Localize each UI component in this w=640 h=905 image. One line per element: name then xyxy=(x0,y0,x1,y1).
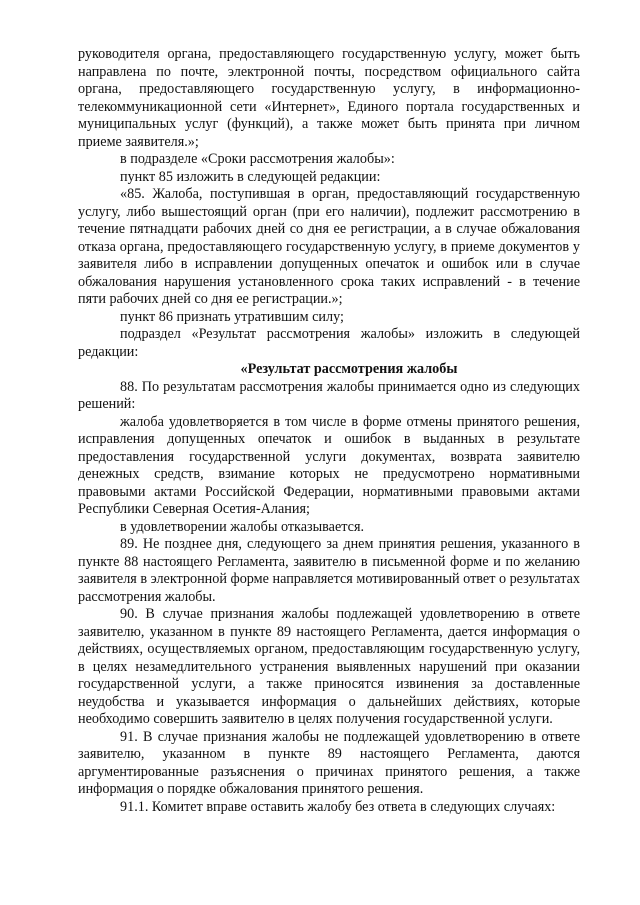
paragraph: пункт 85 изложить в следующей редакции: xyxy=(120,168,381,185)
document-body xyxy=(78,46,580,816)
paragraph: в подразделе «Сроки рассмотрения жалобы»: xyxy=(120,151,395,167)
section-heading: «Результат рассмотрения жалобы xyxy=(240,361,458,377)
paragraph: «85. Жалоба, поступившая в орган, предоставляющий государственную услугу, либо вышестоящий орган (при его наличии), подлежит рассмотрению в течение пятнадцати рабочих дней со дня ее регистрации, а в случае обжалования отказа органа, предоставляющего государственную услугу, в приеме документов у заявителя либо в исправлении допущенных опечаток и ошибок или в случае обжалования нарушения установленного срока таких исправлений - в течение пяти рабочих дней со дня ее регистрации.»; xyxy=(78,186,580,307)
paragraph: руководителя органа, предоставляющего государственную услугу, может быть направлена по почте, электронной почты, посредством официального сайта органа, предоставляющего государственную услугу, в информационно-телекоммуникационной сети «Интернет», Единого портала государственных и муниципальных услуг (функций), а также может быть принята при личном приеме заявителя.»; xyxy=(78,46,580,150)
paragraph: в удовлетворении жалобы отказывается. xyxy=(120,518,365,535)
paragraph: 91. В случае признания жалобы не подлежащей удовлетворению в ответе заявителю, указанном в пункте 89 настоящего Регламента, даются аргументированные разъяснения о причинах принятого решения, а также информация о порядке обжалования принятого решения. xyxy=(78,728,580,797)
paragraph: подраздел «Результат рассмотрения жалобы» изложить в следующей редакции: xyxy=(78,326,580,360)
paragraph: 89. Не позднее дня, следующего за днем принятия решения, указанного в пункте 88 настоящего Регламента, заявителю в письменной форме и по желанию заявителя в электронной форме направляется мотивированный ответ о результатах рассмотрения жалобы. xyxy=(78,536,580,605)
paragraph: жалоба удовлетворяется в том числе в форме отмены принятого решения, исправления допущенных опечаток и ошибок в выданных в результате предоставления государственной услуги документах, возврата заявителю денежных средств, взимание которых не предусмотрено нормативными правовыми актами Российской Федерации, нормативными правовыми актами Республики Северная Осетия-Алания; xyxy=(78,413,580,517)
paragraph: 90. В случае признания жалобы подлежащей удовлетворению в ответе заявителю, указанном в пункте 89 настоящего Регламента, дается информация о действиях, осуществляемых органом, предоставляющим государственную услугу, в целях незамедлительного устранения выявленных нарушений при оказании государственной услуги, а также приносятся извинения за доставленные неудобства и указывается информация о дальнейших действиях, которые необходимо совершить заявителю в целях получения государственной услуги. xyxy=(78,606,580,727)
paragraph: пункт 86 признать утратившим силу; xyxy=(120,308,344,325)
paragraph: 88. По результатам рассмотрения жалобы принимается одно из следующих решений: xyxy=(78,378,580,412)
paragraph: 91.1. Комитет вправе оставить жалобу без ответа в следующих случаях: xyxy=(120,798,556,815)
